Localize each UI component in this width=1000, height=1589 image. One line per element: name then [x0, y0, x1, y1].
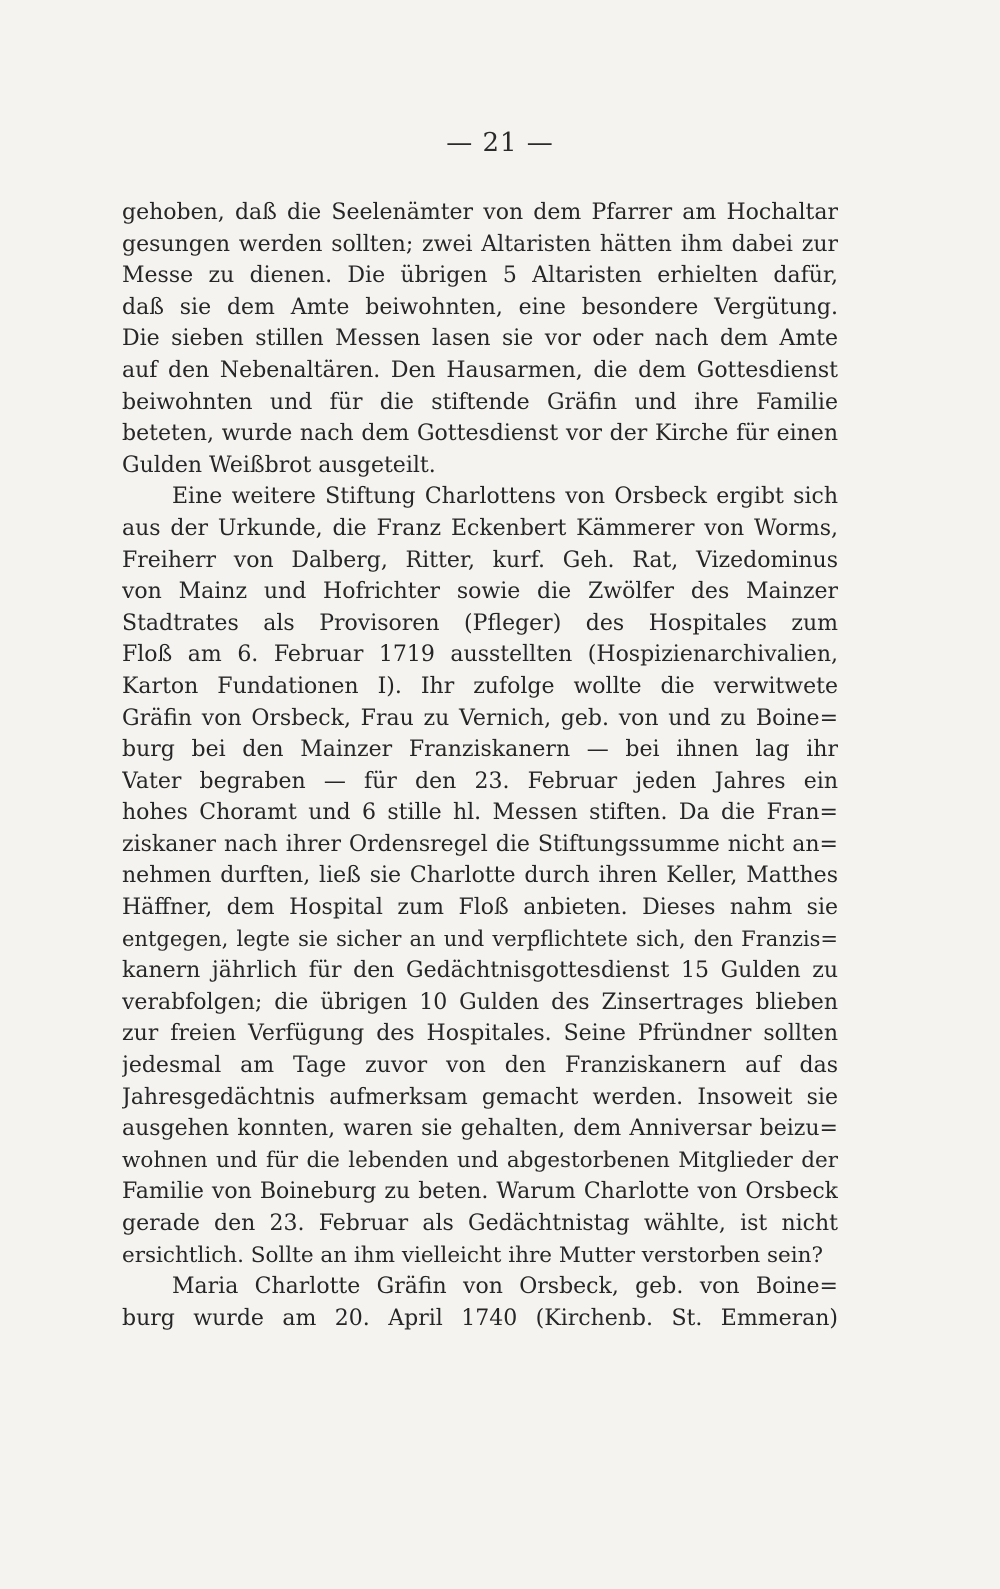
paragraph-end-line: Gulden Weißbrot ausgeteilt.: [122, 452, 436, 478]
text-line: Floß am 6. Februar 1719 ausstellten (Hospizienarchivalien,: [122, 642, 838, 668]
text-line: beteten, wurde nach dem Gottesdienst vor der Kirche für einen: [122, 421, 838, 447]
text-line: beiwohnten und für die stiftende Gräfin und ihre Familie: [122, 389, 838, 415]
text-line: aus der Urkunde, die Franz Eckenbert Kämmerer von Worms,: [122, 515, 838, 541]
text-line: Messe zu dienen. Die übrigen 5 Altaristen erhielten dafür,: [122, 263, 838, 289]
text-line: zur freien Verfügung des Hospitales. Seine Pfründner sollten: [122, 1021, 838, 1047]
text-line: daß sie dem Amte beiwohnten, eine besondere Vergütung.: [122, 294, 838, 320]
text-line: gesungen werden sollten; zwei Altaristen hätten ihm dabei zur: [122, 231, 838, 257]
text-line: Familie von Boineburg zu beten. Warum Charlotte von Orsbeck: [122, 1179, 838, 1205]
text-line: gehoben, daß die Seelenämter von dem Pfarrer am Hochaltar: [122, 200, 838, 225]
text-line: verabfolgen; die übrigen 10 Gulden des Zinsertrages blieben: [122, 989, 838, 1015]
text-line: burg bei den Mainzer Franziskanern — bei ihnen lag ihr: [122, 737, 838, 763]
text-line: jedesmal am Tage zuvor von den Franziskanern auf das: [122, 1053, 838, 1079]
text-line: wohnen und für die lebenden und abgestorbenen Mitglieder der: [122, 1147, 838, 1173]
text-line: Stadtrates als Provisoren (Pfleger) des Hospitales zum: [122, 610, 838, 636]
page-number: — 21 —: [446, 128, 554, 158]
text-line: gerade den 23. Februar als Gedächtnistag wählte, ist nicht: [122, 1211, 838, 1236]
text-line: Die sieben stillen Messen lasen sie vor oder nach dem Amte: [122, 326, 838, 352]
text-line: Freiherr von Dalberg, Ritter, kurf. Geh. Rat, Vizedominus: [122, 547, 838, 573]
body-text: [122, 197, 838, 1334]
text-line: auf den Nebenaltären. Den Hausarmen, die dem Gottesdienst: [122, 357, 838, 383]
text-line: burg wurde am 20. April 1740 (Kirchenb. St. Emmeran): [122, 1305, 838, 1331]
text-line: ziskaner nach ihrer Ordensregel die Stiftungssumme nicht an=: [122, 831, 838, 857]
text-line: hohes Choramt und 6 stille hl. Messen stiften. Da die Fran=: [122, 800, 838, 826]
paragraph-start-line: Eine weitere Stiftung Charlottens von Orsbeck ergibt sich: [172, 484, 838, 510]
text-line: Gräfin von Orsbeck, Frau zu Vernich, geb. von und zu Boine=: [122, 705, 838, 731]
text-line: Karton Fundationen I). Ihr zufolge wollte die verwitwete: [122, 673, 838, 699]
text-line: nehmen durften, ließ sie Charlotte durch ihren Keller, Matthes: [122, 863, 838, 889]
text-line: ausgehen konnten, waren sie gehalten, dem Anniversar beizu=: [122, 1116, 838, 1142]
text-line: Jahresgedächtnis aufmerksam gemacht werden. Insoweit sie: [122, 1084, 838, 1110]
text-line: Häffner, dem Hospital zum Floß anbieten. Dieses nahm sie: [122, 895, 838, 921]
text-line: Vater begraben — für den 23. Februar jeden Jahres ein: [122, 768, 838, 794]
paragraph-start-line: Maria Charlotte Gräfin von Orsbeck, geb. von Boine=: [172, 1274, 838, 1300]
text-line: kanern jährlich für den Gedächtnisgottesdienst 15 Gulden zu: [122, 958, 838, 984]
text-line: von Mainz und Hofrichter sowie die Zwölfer des Mainzer: [122, 579, 838, 605]
text-line: entgegen, legte sie sicher an und verpflichtete sich, den Franzis=: [122, 926, 838, 951]
paragraph-end-line: ersichtlich. Sollte an ihm vielleicht ihre Mutter verstorben sein?: [122, 1242, 824, 1268]
